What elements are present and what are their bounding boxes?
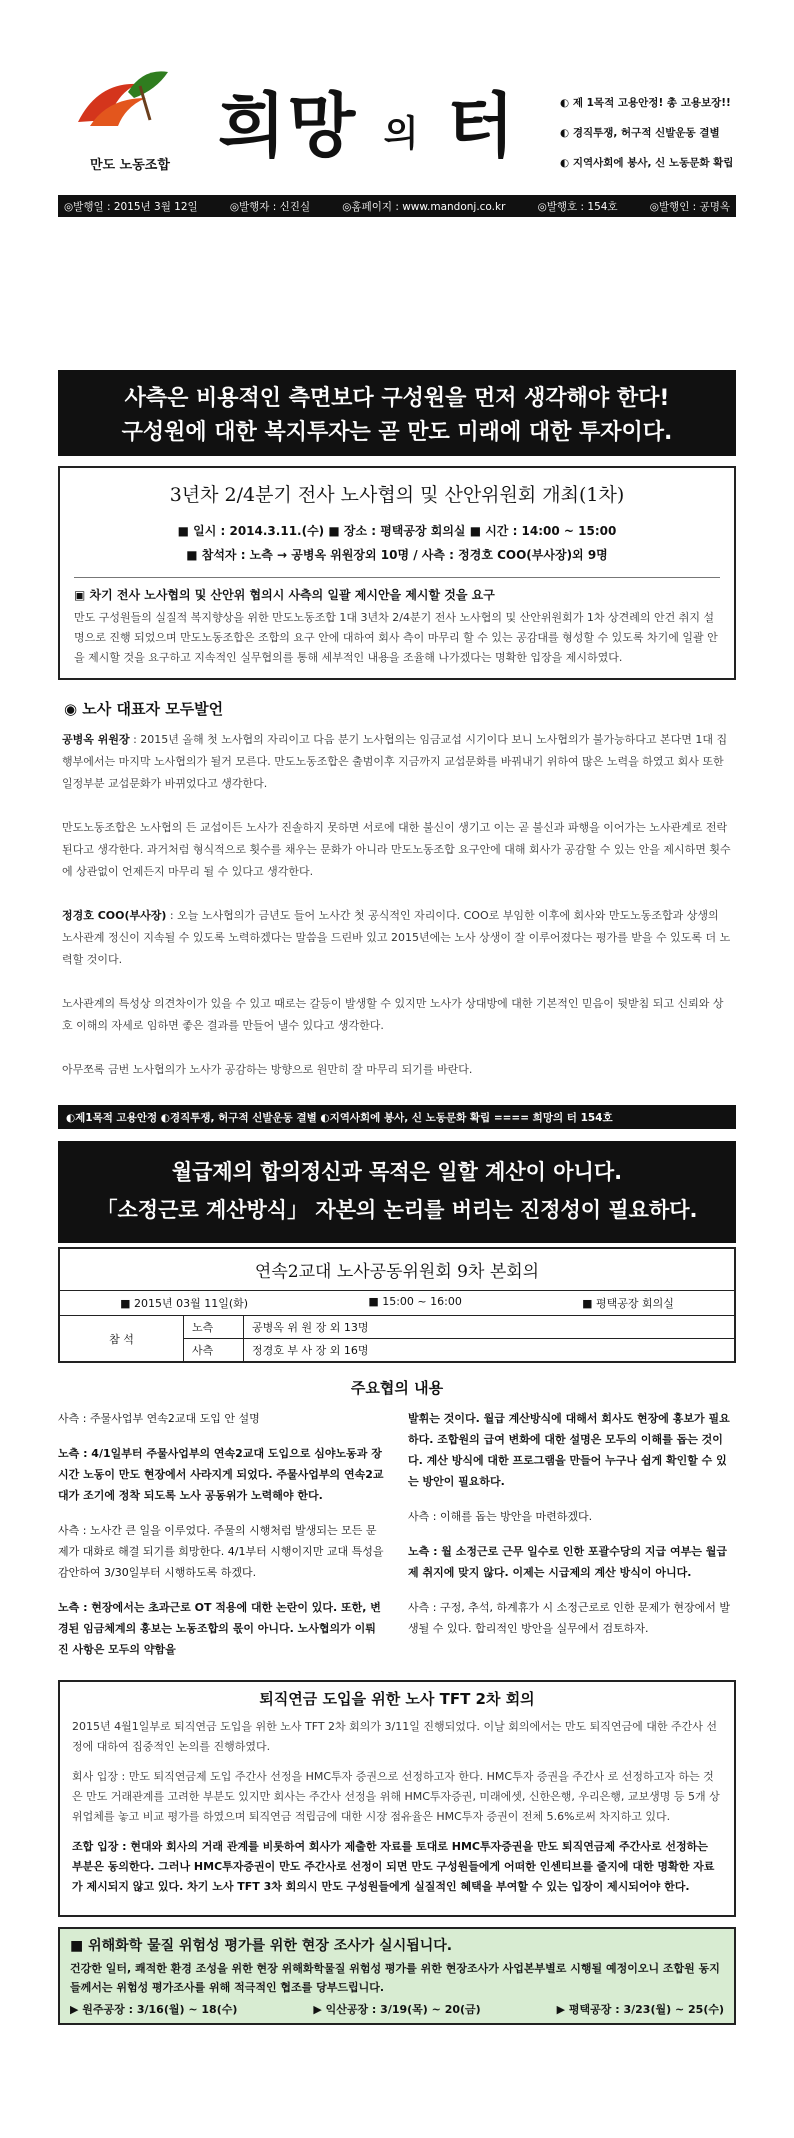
speaker-name: 공병옥 위원장: [62, 733, 130, 746]
labor-council-title: 3년차 2/4분기 전사 노사협의 및 산안위원회 개최(1차): [169, 484, 625, 506]
labor-council-info: ■ 일시 : 2014.3.11.(수) ■ 장소 : 평택공장 회의실 ■ 시간 : 14:00 ~ 15:00: [177, 524, 617, 538]
newsletter-title: [218, 70, 516, 171]
issue-date: ◎ 발행일 : 2015년 3월 12일: [64, 199, 198, 214]
labor-council-attendees: ■ 참석자 : 노측 → 공병옥 위원장외 10명 / 사측 : 정경호 COO(부사장)외 9명: [186, 548, 608, 562]
union-name: 만도 노동조합: [90, 158, 170, 173]
survey-description: 건강한 일터, 쾌적한 환경 조성을 위한 현장 위해화학물질 위험성 평가를 위한 현장조사가 사업본부별로 시행될 예정이오니 조합원 동지들께서는 위험성 평가조사를 위해 적극적인 협조를 당부드립니다.: [70, 1962, 720, 1994]
negotiation-columns: [58, 1408, 736, 1674]
title-part-2: 의: [383, 113, 421, 155]
negotiation-item: 사측 : 구정, 추석, 하계휴가 시 소정근로로 인한 문제가 현장에서 발생될 수 있다. 합리적인 방안을 실무에서 검토하자.: [408, 1601, 730, 1635]
slogan-item: ◐ 지역사회에 봉사, 신 노동문화 확립: [560, 148, 733, 178]
headline-banner: [58, 370, 736, 456]
pension-tft-title: 퇴직연금 도입을 위한 노사 TFT 2차 회의: [259, 1690, 535, 1708]
negotiation-item: 노측 : 4/1일부터 주물사업부의 연속2교대 도입으로 심야노동과 장시간 노동이 만도 현장에서 사라지게 되었다. 주물사업부의 연속2교대가 조기에 정착 되도록 노사 공동위가 노력해야 한다.: [58, 1447, 384, 1502]
mgmt-side-members: 정경호 부 사 장 외 16명: [252, 1344, 369, 1357]
negotiation-item: 사측 : 노사간 큰 일을 이루었다. 주물의 시행처럼 발생되는 모든 문제가 대화로 해결 되기를 희망한다. 4/1부터 시행이지만 교대 특성을 감안하여 3/30일부터 시행하도록 하겠다.: [58, 1524, 384, 1579]
speaker-name: 정경호 COO(부사장): [62, 909, 167, 922]
survey-schedule: [70, 2001, 724, 2017]
remark-coo: [62, 905, 732, 971]
shift-committee-box: [58, 1247, 736, 1363]
negotiation-left-column: [58, 1408, 386, 1674]
headline-line-1: 사측은 비용적인 측면보다 구성원을 먼저 생각해야 한다!: [124, 386, 670, 411]
publication-infobar: [58, 195, 736, 217]
divider: [74, 577, 720, 578]
wage-banner-line-1: 월급제의 합의정신과 목적은 일할 계산이 아니다.: [171, 1160, 623, 1184]
attendance-table: [60, 1316, 734, 1361]
remark-coo-closing: 아무쪼록 금번 노사협의가 노사가 공감하는 방향으로 원만히 잘 마무리 되기를 바란다.: [62, 1063, 473, 1076]
negotiation-item: 노측 : 월 소정근로 근무 일수로 인한 포괄수당의 지급 여부는 월급제 취지에 맞지 않다. 이제는 시급제의 계산 방식이 아니다.: [408, 1545, 727, 1579]
negotiation-title: 주요협의 내용: [350, 1379, 444, 1397]
shift-committee-title: 연속2교대 노사공동위원회 9차 본회의: [60, 1249, 734, 1291]
remark-union-chair-cont: 만도노동조합은 노사협의 든 교섭이든 노사가 진솔하지 못하면 서로에 대한 불신이 생기고 이는 곧 불신과 파행을 이어가는 노사관계로 전락된다고 생각한다. 과거처럼 형식적으로 횟수를 채우는 문화가 아니라 만도노동조합 요구안에 대해 회사가 공감할 수 있는 안을 제시하면 횟수에 상관없이 언제든지 마무리 될 수 있다고 생각한다.: [62, 821, 731, 878]
publisher: ◎ 발행인 : 공명옥: [650, 199, 730, 214]
remark-text: : 오늘 노사협의가 금년도 들어 노사간 첫 공식적인 자리이다. COO로 부임한 이후에 회사와 만도노동조합과 상생의 노사관계 정신이 지속될 수 있도록 노력하겠다는 말씀을 드린바 있고 2015년에는 노사 상생이 잘 이루어졌다는 평가를 받을 수 있도록 더 노력할 것이다.: [62, 909, 731, 966]
shift-committee-schedule: [60, 1291, 734, 1316]
labor-side-label: 노측: [184, 1316, 244, 1339]
chemical-survey-notice: [58, 1927, 736, 2025]
labor-council-subhead: ▣ 차기 전사 노사협의 및 산안위 협의시 사측의 일괄 제시안을 제시할 것을 요구: [74, 588, 495, 602]
pension-tft-union-position: 조합 입장 : 현대와 회사의 거래 관계를 비롯하여 회사가 제출한 자료를 토대로 HMC투자증권을 만도 퇴직연금제 주간사로 선정하는 부분은 동의한다. 그러나 HMC투자증권이 만도 주간사로 선정이 되면 만도 구성원들에게 어떠한 인센티브를 줄지에 대한 명확한 자료가 제시되지 않고 있다. 차기 노사 TFT 3차 회의시 만도 구성원들에게 실질적인 혜택을 부여할 수 있는 입장이 제시되어야 한다.: [72, 1840, 715, 1893]
attendance-label: 참 석: [60, 1316, 184, 1361]
remarks-title: ◉ 노사 대표자 모두발언: [64, 700, 224, 718]
remark-text: : 2015년 올해 첫 노사협의 자리이고 다음 분기 노사협의는 임금교섭 시기이다 보니 노사협의가 불가능하다고 본다면 1대 집행부에서는 마지막 노사협의가 될거 모른다. 만도노동조합은 출범이후 지금까지 교섭문화를 바꿔내기 위하여 많은 노력을 하였고 회사 또한 일정부분 교섭문화가 바뀌었다고 생각한다.: [62, 733, 728, 790]
negotiation-right-column: [408, 1408, 736, 1674]
header-slogans: [560, 88, 733, 178]
union-logo: [68, 62, 178, 134]
survey-title: ■ 위해화학 물질 위험성 평가를 위한 현장 조사가 실시됩니다.: [70, 1938, 453, 1954]
mgmt-side-label: 사측: [184, 1339, 244, 1361]
schedule-wonju: ▶ 원주공장 : 3/16(월) ~ 18(수): [70, 2003, 238, 2016]
pension-tft-company-position: 회사 입장 : 만도 퇴직연금제 도입 주간사 선정을 HMC투자 증권으로 선정하고자 한다. HMC투자 증권을 주간사 로 선정하고자 하는 것은 만도 거래관계를 고려한 부분도 있지만 회사는 주간사 선정을 위해 HMC투자증권, 미래에셋, 신한은행, 우리은행, 교보생명 등 5개 상위업체를 놓고 비교 평가를 하였으며 퇴직연금 적립금에 대한 시장 점유율은 HMC투자 증권이 전체 5.6%로써 차지하고 있다.: [72, 1770, 720, 1823]
schedule-pyeongtaek: ▶ 평택공장 : 3/23(월) ~ 25(수): [556, 2003, 724, 2016]
negotiation-item: 사측 : 이해를 돕는 방안을 마련하겠다.: [408, 1510, 593, 1523]
slogan-bar: ◐제1목적 고용안정 ◐경직투쟁, 허구적 신발운동 결별 ◐지역사회에 봉사, 신 노동문화 확립 ==== 희망의 터 154호: [58, 1105, 736, 1129]
issue-number: ◎ 발행호 : 154호: [538, 199, 618, 214]
remark-coo-cont: 노사관계의 특성상 의견차이가 있을 수 있고 때로는 갈등이 발생할 수 있지만 노사가 상대방에 대한 기본적인 믿음이 뒷받침 되고 신뢰와 상호 이해의 자세로 임하면 좋은 결과를 만들어 낼수 있다고 생각한다.: [62, 997, 724, 1032]
labor-council-summary: 만도 구성원들의 실질적 복지향상을 위한 만도노동조합 1대 3년차 2/4분기 전사 노사협의 및 산안위원회가 1차 상견례의 안건 취지 설명으로 진행 되었으며 만도노동조합은 조합의 요구 안에 대하여 회사 측이 마무리 할 수 있는 공감대를 형성할 수 있도록 차기에 일괄 안을 제시할 것을 요구하고 지속적인 실무협의를 통해 세부적인 내용을 조율해 나가겠다는 명확한 입장을 제시하였다.: [74, 611, 718, 664]
meeting-place: ■ 평택공장 회의실: [582, 1297, 674, 1310]
slogan-item: ◐ 경직투쟁, 허구적 신발운동 결별: [560, 118, 733, 148]
homepage-link[interactable]: ◎ 홈페이지 : www.mandonj.co.kr: [342, 199, 505, 214]
headline-line-2: 구성원에 대한 복지투자는 곧 만도 미래에 대한 투자이다.: [121, 420, 673, 445]
meeting-date: ■ 2015년 03월 11일(화): [120, 1297, 249, 1310]
editor: ◎ 발행자 : 신진실: [230, 199, 310, 214]
negotiation-item: 사측 : 주물사업부 연속2교대 도입 안 설명: [58, 1412, 260, 1425]
pension-tft-box: [58, 1680, 736, 1917]
wage-banner-line-2: 「소정근로 계산방식」 자본의 논리를 버리는 진정성이 필요하다.: [96, 1198, 698, 1222]
masthead: [58, 50, 736, 213]
pension-tft-intro: 2015년 4월1일부로 퇴직연금 도입을 위한 노사 TFT 2차 회의가 3/11일 진행되었다. 이날 회의에서는 만도 퇴직연금에 대한 주간사 선정에 대하여 집중적인 논의를 진행하였다.: [72, 1720, 717, 1753]
wage-banner: [58, 1141, 736, 1243]
title-part-3: 터: [446, 85, 517, 167]
title-part-1: 희망: [218, 85, 358, 167]
labor-council-box: [58, 466, 736, 680]
schedule-iksan: ▶ 익산공장 : 3/19(목) ~ 20(금): [313, 2003, 481, 2016]
slogan-item: ◐ 제 1목적 고용안정! 총 고용보장!!: [560, 88, 733, 118]
negotiation-item: 노측 : 현장에서는 초과근로 OT 적용에 대한 논란이 있다. 또한, 변경된 임금체계의 홍보는 노동조합의 몫이 아니다. 노사협의가 이뤄진 사항은 모두의 약함을: [58, 1601, 381, 1656]
remark-union-chair: [62, 729, 732, 795]
meeting-time: ■ 15:00 ~ 16:00: [368, 1295, 462, 1308]
negotiation-item: 발휘는 것이다. 월급 계산방식에 대해서 회사도 현장에 홍보가 필요하다. 조합원의 급여 변화에 대한 설명은 모두의 이해를 돕는 것이다. 계산 방식에 대한 프로그램을 만들어 누구나 쉽게 확인할 수 있는 방안이 필요하다.: [408, 1412, 730, 1488]
labor-side-members: 공병옥 위 원 장 외 13명: [244, 1316, 734, 1339]
